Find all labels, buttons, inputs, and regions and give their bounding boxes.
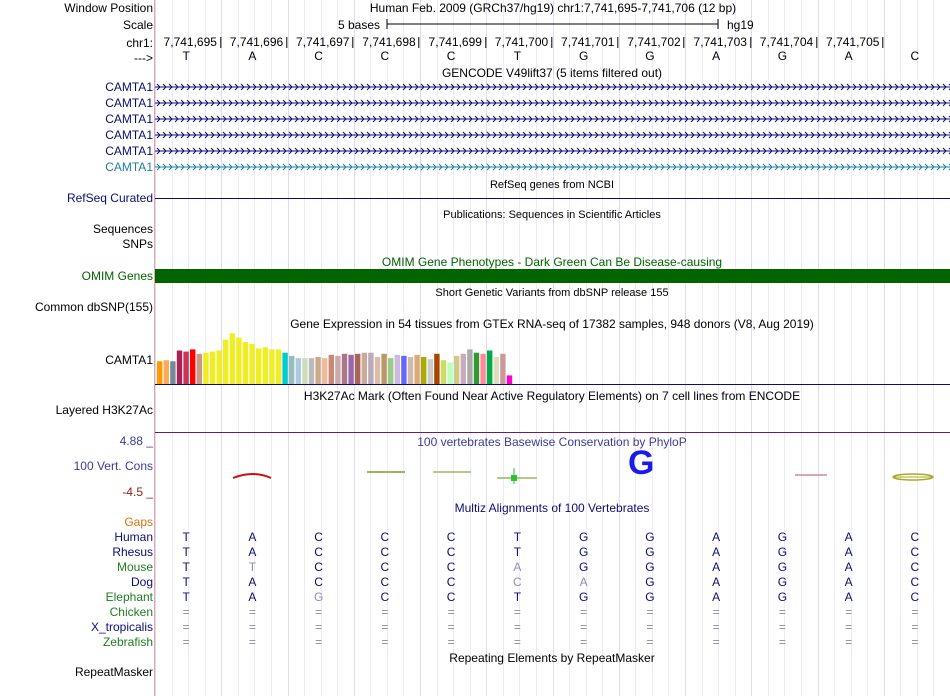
gtex-tissue-bar[interactable] [441, 360, 446, 384]
phylop-max-label: 4.88 _ [119, 434, 153, 448]
gtex-tissue-bar[interactable] [368, 353, 373, 384]
database-label: hg19 [727, 18, 754, 32]
gtex-tissue-bar[interactable] [170, 361, 175, 384]
ruler-position: 7,741,698 [362, 35, 419, 49]
h3k27ac-track-title: H3K27Ac Mark (Often Found Near Active Regulatory Elements) on 7 cell lines from ENCODE [303, 389, 801, 403]
alignment-base: T [182, 575, 190, 589]
alignment-base: C [314, 545, 323, 559]
gencode-item-label[interactable]: CAMTA1 [105, 128, 153, 142]
alignment-base: = [911, 620, 919, 634]
alignment-base: = [248, 635, 256, 649]
gaps-label: Gaps [124, 515, 153, 529]
alignment-base: G [578, 545, 589, 559]
species-label[interactable]: Human [114, 530, 153, 544]
ruler-position: 7,741,702 [627, 35, 684, 49]
base-letter: G [777, 49, 788, 63]
gtex-tissue-bar[interactable] [401, 356, 406, 384]
gene-transcript-row[interactable] [155, 130, 950, 140]
multiz-track-title: Multiz Alignments of 100 Vertebrates [454, 501, 650, 515]
gtex-tissue-bar[interactable] [177, 351, 182, 385]
base-letter: C [910, 49, 920, 63]
gtex-tissue-bar[interactable] [335, 356, 340, 384]
gtex-tissue-bar[interactable] [381, 354, 386, 384]
ruler-position: 7,741,701 [561, 35, 618, 49]
gtex-tissue-bar[interactable] [500, 354, 505, 384]
gtex-tissue-bar[interactable] [164, 360, 169, 384]
alignment-base: T [182, 545, 190, 559]
repeatmasker-track-title: Repeating Elements by RepeatMasker [449, 651, 655, 665]
base-letter: T [182, 49, 190, 63]
alignment-base: C [446, 545, 456, 559]
alignment-base: = [911, 635, 919, 649]
alignment-base: = [845, 635, 853, 649]
ruler-position: 7,741,699 [429, 35, 486, 49]
h3k27ac-baseline [155, 432, 950, 433]
alignment-base: = [315, 635, 323, 649]
alignment-base: A [513, 560, 522, 574]
alignment-base: G [578, 560, 589, 574]
alignment-base: G [578, 530, 589, 544]
alignment-base: C [910, 575, 920, 589]
base-letter: C [314, 49, 323, 63]
alignment-base: T [182, 560, 190, 574]
refseq-gene-line[interactable] [155, 198, 950, 199]
alignment-base: A [248, 590, 257, 604]
alignment-base: T [182, 530, 190, 544]
gtex-tissue-bar[interactable] [480, 354, 485, 384]
gtex-tissue-bar[interactable] [190, 349, 195, 384]
gtex-tissue-bar[interactable] [210, 352, 215, 384]
alignment-base: = [513, 635, 521, 649]
alignment-base: C [446, 530, 456, 544]
gtex-baseline [155, 384, 950, 385]
gene-transcript-row[interactable] [155, 82, 950, 92]
gtex-tissue-bar[interactable] [342, 354, 347, 384]
alignment-base: T [182, 590, 190, 604]
alignment-base: C [910, 545, 920, 559]
alignment-base: = [778, 605, 786, 619]
gtex-tissue-bar[interactable] [230, 333, 235, 384]
alignment-base: C [314, 560, 323, 574]
gtex-tissue-bar[interactable] [236, 338, 241, 384]
alignment-base: = [911, 605, 919, 619]
phylop-signal[interactable] [155, 444, 950, 488]
alignment-base: C [910, 560, 920, 574]
gtex-tissue-bar[interactable] [183, 352, 188, 384]
repeatmasker-label[interactable]: RepeatMasker [74, 665, 153, 679]
alignment-base: G [777, 530, 788, 544]
alignment-base: G [645, 530, 655, 544]
alignment-base: = [381, 620, 389, 634]
gtex-gene-label[interactable]: CAMTA1 [105, 353, 153, 367]
base-letter: G [645, 49, 655, 63]
alignment-base: G [777, 560, 788, 574]
alignment-base: G [777, 575, 788, 589]
alignment-base: A [579, 575, 588, 589]
gencode-item-label[interactable]: CAMTA1 [105, 112, 153, 126]
ruler-position: 7,741,695 [164, 35, 221, 49]
sequences-label[interactable]: Sequences [92, 222, 153, 236]
gtex-tissue-bar[interactable] [388, 358, 393, 384]
snps-label[interactable]: SNPs [122, 237, 153, 251]
species-label[interactable]: Rhesus [112, 545, 153, 559]
gtex-tissue-bar[interactable] [157, 361, 162, 384]
refseq-track-title: RefSeq genes from NCBI [489, 179, 615, 191]
alignment-base: = [447, 620, 455, 634]
gencode-item-label[interactable]: CAMTA1 [105, 80, 153, 94]
alignment-base: = [580, 620, 588, 634]
gtex-tissue-bar[interactable] [249, 344, 254, 384]
alignment-base: = [646, 635, 654, 649]
alignment-base: C [380, 530, 390, 544]
gtex-tissue-bar[interactable] [428, 359, 433, 384]
gtex-tissue-bar[interactable] [421, 357, 426, 384]
gene-transcript-row[interactable] [155, 146, 950, 156]
alignment-base: C [380, 575, 390, 589]
ruler-position: 7,741,705 [826, 35, 883, 49]
alignment-base: = [447, 635, 455, 649]
alignment-base: C [314, 575, 323, 589]
gtex-tissue-bar[interactable] [355, 354, 360, 384]
gtex-tissue-bar[interactable] [362, 353, 367, 384]
scale-label: Scale [122, 18, 153, 32]
alignment-base: = [513, 620, 521, 634]
alignment-base: = [778, 635, 786, 649]
alignment-base: A [248, 530, 257, 544]
gene-transcript-row[interactable] [155, 98, 950, 108]
gene-transcript-row[interactable] [155, 162, 950, 172]
gtex-tissue-bar[interactable] [315, 357, 320, 384]
layered-h3k27ac-label[interactable]: Layered H3K27Ac [55, 403, 153, 417]
alignment-base: G [578, 590, 589, 604]
alignment-base: T [513, 590, 522, 604]
gtex-tissue-bar[interactable] [256, 348, 261, 384]
alignment-base: G [645, 590, 655, 604]
alignment-base: T [513, 545, 522, 559]
gtex-tissue-bar[interactable] [461, 354, 466, 384]
alignment-base: = [248, 620, 256, 634]
gtex-tissue-bar[interactable] [454, 356, 459, 384]
alignment-base: C [446, 560, 456, 574]
alignment-base: = [712, 635, 720, 649]
gene-transcript-row[interactable] [155, 114, 950, 124]
alignment-base: A [248, 545, 257, 559]
gtex-tissue-bar[interactable] [223, 340, 228, 384]
alignment-base: = [580, 635, 588, 649]
alignment-base: C [910, 590, 920, 604]
alignment-base: C [513, 575, 522, 589]
gtex-tissue-bar[interactable] [408, 357, 413, 384]
alignment-base: A [712, 560, 721, 574]
strand-arrow-label: ---> [134, 51, 153, 65]
alignment-base: T [513, 530, 522, 544]
alignment-base: = [182, 605, 190, 619]
ruler-position: 7,741,700 [495, 35, 552, 49]
gtex-track-title: Gene Expression in 54 tissues from GTEx RNA-seq of 17382 samples, 948 donors (V8, Aug 2019) [290, 317, 814, 331]
alignment-base: = [315, 620, 323, 634]
alignment-base: = [580, 605, 588, 619]
alignment-base: A [712, 590, 721, 604]
base-letter: C [446, 49, 456, 63]
alignment-base: C [380, 590, 390, 604]
gtex-tissue-bar[interactable] [447, 362, 452, 384]
alignment-base: = [248, 605, 256, 619]
base-letter: G [578, 49, 589, 63]
alignment-base: C [446, 575, 456, 589]
gtex-tissue-bar[interactable] [243, 342, 248, 384]
assembly-title: Human Feb. 2009 (GRCh37/hg19) chr1:7,741,695-7,741,706 (12 bp) [369, 1, 737, 15]
base-letter: A [248, 49, 257, 63]
alignment-base: A [248, 575, 257, 589]
alignment-base: A [844, 590, 853, 604]
species-label[interactable]: Elephant [105, 590, 153, 604]
alignment-base: = [712, 620, 720, 634]
omim-track-title: OMIM Gene Phenotypes - Dark Green Can Be Disease-causing [381, 255, 723, 269]
gencode-item-label[interactable]: CAMTA1 [105, 144, 153, 158]
alignment-base: G [645, 575, 655, 589]
track-label-column [0, 0, 153, 696]
alignment-base: = [712, 605, 720, 619]
publications-track-title: Publications: Sequences in Scientific Articles [443, 209, 661, 221]
base-letter: C [380, 49, 390, 63]
alignment-base: G [777, 590, 788, 604]
dbsnp-track-title: Short Genetic Variants from dbSNP release 155 [435, 287, 669, 299]
scale-bar [386, 18, 720, 30]
phylop-min-label: -4.5 _ [122, 485, 153, 499]
alignment-base: C [446, 590, 456, 604]
omim-genes-label[interactable]: OMIM Genes [81, 269, 153, 283]
gtex-tissue-bar[interactable] [487, 351, 492, 385]
gtex-tissue-bar[interactable] [329, 355, 334, 384]
gtex-tissue-bar[interactable] [197, 354, 202, 384]
alignment-base: = [778, 620, 786, 634]
alignment-base: G [645, 545, 655, 559]
phylop-track-title: 100 vertebrates Basewise Conservation by PhyloP [417, 435, 687, 449]
alignment-base: C [380, 545, 390, 559]
base-letter: A [712, 49, 721, 63]
alignment-base: A [712, 545, 721, 559]
species-label[interactable]: Zebrafish [102, 635, 153, 649]
species-label[interactable]: Chicken [109, 605, 153, 619]
alignment-base: G [645, 560, 655, 574]
gtex-tissue-bar[interactable] [507, 375, 512, 384]
alignment-base: = [845, 605, 853, 619]
gencode-item-label[interactable]: CAMTA1 [105, 96, 153, 110]
gtex-tissue-bar[interactable] [282, 353, 287, 384]
alignment-base: = [646, 605, 654, 619]
alignment-base: C [314, 530, 323, 544]
gtex-tissue-bar[interactable] [309, 358, 314, 384]
gtex-tissue-bar[interactable] [414, 355, 419, 384]
alignment-base: A [712, 575, 721, 589]
gtex-tissue-bar[interactable] [322, 358, 327, 384]
alignment-base: A [844, 545, 853, 559]
alignment-base: = [381, 605, 389, 619]
gtex-tissue-bar[interactable] [467, 349, 472, 384]
gtex-bar-chart[interactable] [155, 330, 535, 384]
species-label[interactable]: Mouse [116, 560, 153, 574]
alignment-base: = [381, 635, 389, 649]
alignment-base: = [845, 620, 853, 634]
gtex-tissue-bar[interactable] [269, 349, 274, 384]
alignment-base: C [910, 530, 920, 544]
window-position-label: Window Position [64, 1, 153, 15]
alignment-base: = [182, 620, 190, 634]
common-dbsnp-label[interactable]: Common dbSNP(155) [34, 300, 153, 314]
ruler-position: 7,741,697 [296, 35, 353, 49]
alignment-base: = [315, 605, 323, 619]
gtex-tissue-bar[interactable] [395, 355, 400, 384]
alignment-base: T [248, 560, 257, 574]
gtex-tissue-bar[interactable] [289, 356, 294, 384]
gencode-item-label[interactable]: CAMTA1 [105, 160, 153, 174]
alignment-base: A [844, 530, 853, 544]
gtex-tissue-bar[interactable] [296, 358, 301, 384]
ruler-position: 7,741,704 [760, 35, 817, 49]
gtex-tissue-bar[interactable] [375, 357, 380, 384]
phylop-track-label[interactable]: 100 Vert. Cons [73, 459, 153, 473]
gtex-tissue-bar[interactable] [263, 347, 268, 384]
alignment-base: G [777, 545, 788, 559]
gtex-tissue-bar[interactable] [302, 358, 307, 384]
phylop-big-letter: G [628, 444, 655, 482]
gtex-tissue-bar[interactable] [276, 349, 281, 384]
chr-label: chr1: [126, 36, 153, 50]
gtex-tissue-bar[interactable] [434, 354, 439, 384]
gtex-tissue-bar[interactable] [216, 351, 221, 385]
gencode-track-title: GENCODE V49lift37 (5 items filtered out) [441, 66, 663, 80]
omim-phenotype-bar[interactable] [155, 269, 950, 283]
alignment-base: = [646, 620, 654, 634]
alignment-base: G [313, 590, 324, 604]
alignment-base: A [844, 560, 853, 574]
refseq-curated-label[interactable]: RefSeq Curated [66, 191, 153, 205]
alignment-base: = [182, 635, 190, 649]
species-label[interactable]: Dog [130, 575, 153, 589]
alignment-base: = [447, 605, 455, 619]
alignment-base: C [380, 560, 390, 574]
alignment-base: A [712, 530, 721, 544]
gtex-tissue-bar[interactable] [203, 353, 208, 384]
species-label[interactable]: X_tropicalis [90, 620, 153, 634]
gtex-tissue-bar[interactable] [348, 355, 353, 384]
base-letter: T [513, 49, 522, 63]
gtex-tissue-bar[interactable] [474, 353, 479, 384]
base-letter: A [844, 49, 853, 63]
scale-text: 5 bases [338, 18, 381, 32]
alignment-base: = [513, 605, 521, 619]
alignment-base: A [844, 575, 853, 589]
gtex-tissue-bar[interactable] [494, 357, 499, 384]
ruler-position: 7,741,696 [230, 35, 287, 49]
ruler-position: 7,741,703 [694, 35, 751, 49]
